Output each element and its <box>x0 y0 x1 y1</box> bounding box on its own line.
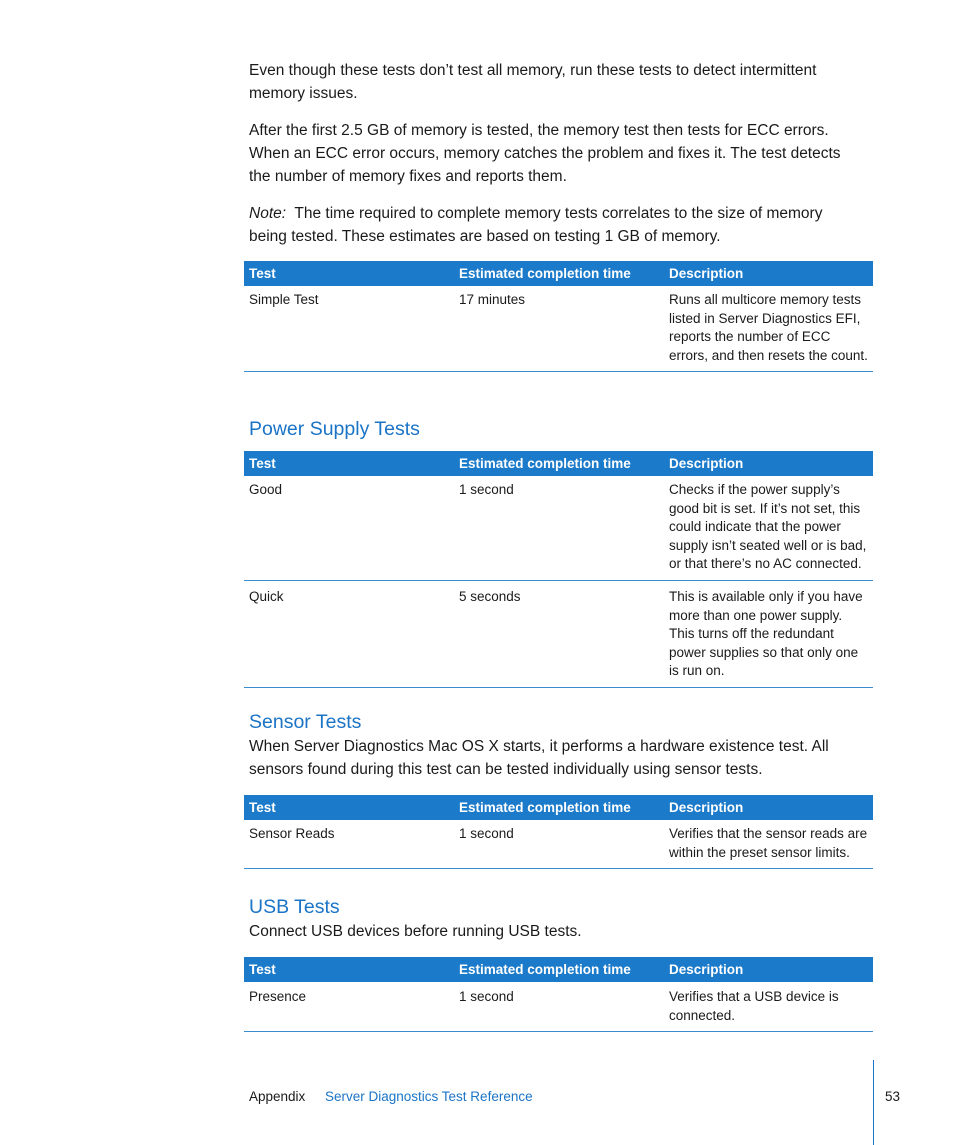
cell-test: Good <box>244 476 454 580</box>
sensor-intro: When Server Diagnostics Mac OS X starts, it performs a hardware existence test. All sensors found during this test can be tested individually using sensor tests. <box>249 738 829 778</box>
cell-description: Runs all multicore memory tests listed in Server Diagnostics EFI, reports the number of ECC errors, and then resets the count. <box>664 286 873 372</box>
table-header-row <box>244 795 873 820</box>
footer-appendix-label: Appendix <box>249 1089 306 1104</box>
section-heading-usb: USB Tests <box>249 896 340 918</box>
cell-description: This is available only if you have more than one power supply. This turns off the redundant power supplies so that only one is run on. <box>664 580 873 687</box>
header-time: Estimated completion time <box>454 261 664 286</box>
header-description: Description <box>664 451 873 476</box>
table-row <box>244 476 873 580</box>
header-time: Estimated completion time <box>454 451 664 476</box>
header-test: Test <box>244 451 454 476</box>
cell-time: 1 second <box>454 982 664 1032</box>
sensor-test-table <box>244 795 873 869</box>
cell-description: Checks if the power supply’s good bit is set. If it’s not set, this could indicate that the power supply isn’t seated well or is bad, or that there’s no AC connected. <box>664 476 873 580</box>
cell-test: Sensor Reads <box>244 820 454 869</box>
header-time: Estimated completion time <box>454 795 664 820</box>
header-test: Test <box>244 795 454 820</box>
cell-test: Quick <box>244 580 454 687</box>
page-number: 53 <box>885 1089 901 1104</box>
cell-test: Presence <box>244 982 454 1032</box>
table-row <box>244 820 873 869</box>
table-header-row <box>244 261 873 286</box>
power-supply-test-table <box>244 451 873 688</box>
header-time: Estimated completion time <box>454 957 664 982</box>
header-description: Description <box>664 795 873 820</box>
section-heading-power: Power Supply Tests <box>249 418 420 440</box>
note-text: The time required to complete memory tests correlates to the size of memory being tested. These estimates are based on testing 1 GB of memory. <box>249 205 823 245</box>
header-description: Description <box>664 957 873 982</box>
table-row <box>244 286 873 372</box>
header-description: Description <box>664 261 873 286</box>
footer-chapter-title[interactable]: Server Diagnostics Test Reference <box>325 1089 533 1104</box>
memory-test-table <box>244 261 873 372</box>
table-header-row <box>244 451 873 476</box>
cell-description: Verifies that a USB device is connected. <box>664 982 873 1032</box>
footer-divider <box>873 1060 874 1145</box>
intro-paragraph-2: After the first 2.5 GB of memory is tested, the memory test then tests for ECC errors. When an ECC error occurs, memory catches the problem and fixes it. The test detects the number of memory fixes and reports them. <box>249 122 841 185</box>
table-row <box>244 580 873 687</box>
usb-test-table <box>244 957 873 1032</box>
memory-note <box>249 202 864 248</box>
section-heading-sensor: Sensor Tests <box>249 711 362 733</box>
cell-test: Simple Test <box>244 286 454 372</box>
usb-intro: Connect USB devices before running USB tests. <box>249 923 582 940</box>
cell-description: Verifies that the sensor reads are within the preset sensor limits. <box>664 820 873 869</box>
intro-paragraph-1: Even though these tests don’t test all memory, run these tests to detect intermittent memory issues. <box>249 62 817 102</box>
cell-time: 1 second <box>454 476 664 580</box>
table-row <box>244 982 873 1032</box>
header-test: Test <box>244 261 454 286</box>
cell-time: 5 seconds <box>454 580 664 687</box>
cell-time: 17 minutes <box>454 286 664 372</box>
table-header-row <box>244 957 873 982</box>
cell-time: 1 second <box>454 820 664 869</box>
header-test: Test <box>244 957 454 982</box>
note-label: Note: <box>249 205 287 222</box>
